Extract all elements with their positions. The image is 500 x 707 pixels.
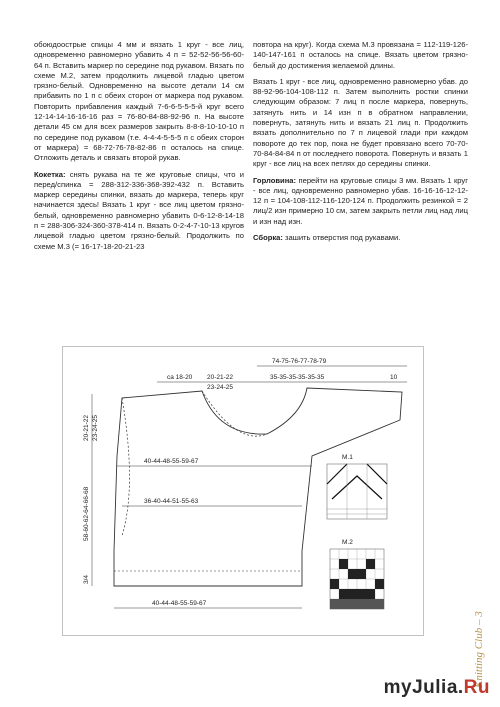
text-column-left: [34, 40, 244, 258]
dim-yoke-depth-a: 20-21-22: [83, 414, 90, 441]
dim-sleeve-length: 74-75-76-77-78-79: [272, 358, 327, 365]
dim-chest-width: 40-44-48-55-59-67: [144, 458, 199, 465]
neck-text: перейти на круговые спицы 3 мм. Вязать 1 круг - все лиц, одновременно равномерно убав. 16-16-16-12-12-12 п = 104-108-112-116-120-124 п. Продолжить резинкой = 2 лиц/2 изн примерно 10 см, затем закрыть петли лиц над лиц и изн над изн.: [253, 175, 468, 226]
chart-m1-label: M.1: [342, 454, 353, 461]
paragraph-neck: [253, 176, 468, 227]
dim-neck-width: ca 18-20: [167, 374, 193, 381]
dim-body-length: 58-60-62-64-66-68: [83, 486, 90, 541]
dim-waist-width: 36-40-44-51-55-63: [144, 498, 199, 505]
dim-hem-width: 40-44-48-55-59-67: [152, 600, 207, 607]
assembly-text: зашить отверстия под рукавами.: [282, 233, 401, 243]
raglan-line-left: [122, 398, 130, 536]
dim-sleeve-segment: 35-35-35-35-35-35: [270, 374, 325, 381]
paragraph-short-rows: Вязать 1 круг - все лиц, одновременно равномерно убав. до 88-92-96-104-108-112 п. Затем выполнить ростки спинки следующим образом: 7 лиц п после маркера, повернуть, затянуть нить и 14 изн п в обратном направлении, повернуть, затянуть нить и вязать 21 лиц п. Продолжить вязать дополнительно по 7 п лицевой глади при каждом повороте до тех пор, пока не будет провязано всего 70-70-70-84-84-84 п от последнего поворота. Повернуть и вязать 1 круг - все лиц на всех петлях до середины спинки.: [253, 76, 468, 169]
text-column-right: [253, 40, 468, 249]
yoke-text: снять рукава на те же круговые спицы, что и перед/спинка = 288-312-336-368-392-432 п. Вставить маркер середины спинки, вязать до маркера, теперь круг начинается здесь! Вязать 1 круг - все лиц цветом грязно-белый, одновременно равномерно убавить 0-6-12-8-14-18 п = 288-306-324-360-378-414 п. Вязать 0-2-4-7-10-13 кругов лицевой гладью цветом грязно-белый. Продолжить по схеме М.3 (= 16-17-18-20-21-23: [34, 169, 244, 251]
assembly-heading: Сборка:: [253, 233, 283, 243]
dim-cuff: 10: [390, 374, 398, 381]
side-brand-text: Knitting Club – 3: [473, 611, 485, 688]
paragraph-yoke-cont: повтора на круг). Когда схема М.3 провязана = 112-119-126-140-147-161 п осталось на спице. Вязать цветом грязно-белый до достижения желаемой длины.: [253, 40, 468, 70]
watermark-ru: Ru: [463, 677, 490, 698]
neck-heading: Горловина:: [253, 175, 297, 185]
dim-yoke-depth-b: 23-24-25: [92, 414, 99, 441]
watermark: [384, 677, 490, 699]
chart-m1: [327, 464, 387, 519]
paragraph-sleeve: обоюдоострые спицы 4 мм и вязать 1 круг - все лиц, одновременно равномерно убавить 4 п = 52-52-56-56-60-64 п. Вставить маркер по середине под рукавом. Вязать по схеме М.2, затем продолжить лицевой гладью цветом грязно-белый. Одновременно на высоте детали 14 см прибавить по 1 п с обеих сторон от маркера под рукавом. Повторить прибавления каждый 7-6-6-5-5-5-й круг всего 12-14-14-16-16-16 раз = 76-80-84-88-92-96 п. На высоте детали 45 см для всех размеров закрыть 8-8-8-10-10-10 п по середине под рукавом (т.е. 4-4-4-5-5-5 п с обеих сторон от маркера) = 68-72-76-78-82-86 п осталось на спице. Отложить деталь и связать второй рукав.: [34, 40, 244, 163]
dim-shoulder-b: 23-24-25: [207, 384, 234, 391]
yoke-heading: Кокетка:: [34, 169, 66, 179]
side-brand: [468, 560, 488, 690]
dim-shoulder-a: 20-21-22: [207, 374, 234, 381]
chart-m2: [330, 549, 384, 609]
dim-bottom-rib: 3/4: [83, 574, 90, 584]
watermark-main: myJulia.: [383, 677, 464, 698]
chart-m2-label: M.2: [342, 539, 353, 546]
paragraph-yoke: [34, 170, 244, 252]
schematic-diagram: [62, 346, 424, 636]
paragraph-assembly: [253, 233, 468, 243]
neck-curve: [202, 391, 267, 436]
